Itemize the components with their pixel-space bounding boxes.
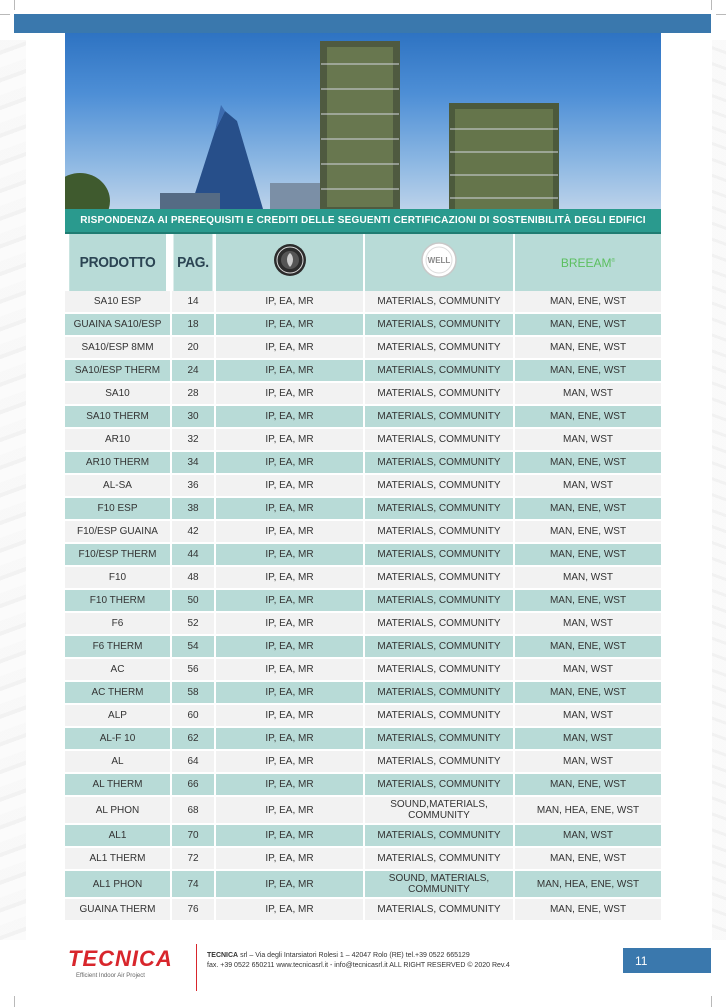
cell-product: AL-F 10	[65, 727, 171, 750]
cell-leed: IP, EA, MR	[215, 870, 364, 898]
cell-product: F6 THERM	[65, 635, 171, 658]
cell-breeam: MAN, ENE, WST	[514, 405, 661, 428]
crop-mark	[0, 14, 10, 15]
cell-page: 24	[171, 359, 215, 382]
cell-leed: IP, EA, MR	[215, 497, 364, 520]
cell-page: 48	[171, 566, 215, 589]
cell-breeam: MAN, ENE, WST	[514, 635, 661, 658]
cell-breeam: MAN, ENE, WST	[514, 451, 661, 474]
cell-well: MATERIALS, COMMUNITY	[364, 824, 514, 847]
table-row	[65, 704, 661, 727]
cell-leed: IP, EA, MR	[215, 520, 364, 543]
table-header-row	[65, 234, 661, 291]
cell-breeam: MAN, ENE, WST	[514, 898, 661, 921]
cell-leed: IP, EA, MR	[215, 313, 364, 336]
page-number: 11	[623, 948, 711, 973]
cell-leed: IP, EA, MR	[215, 824, 364, 847]
cell-product: F10	[65, 566, 171, 589]
table-row	[65, 336, 661, 359]
cell-page: 70	[171, 824, 215, 847]
hero-illustration	[65, 33, 661, 209]
cell-well: MATERIALS, COMMUNITY	[364, 382, 514, 405]
cell-product: AL THERM	[65, 773, 171, 796]
cell-leed: IP, EA, MR	[215, 681, 364, 704]
cell-breeam: MAN, ENE, WST	[514, 681, 661, 704]
green-tower-2-foliage	[455, 109, 553, 209]
cell-leed: IP, EA, MR	[215, 727, 364, 750]
cell-page: 42	[171, 520, 215, 543]
cell-breeam: MAN, WST	[514, 566, 661, 589]
cell-breeam: MAN, ENE, WST	[514, 520, 661, 543]
breeam-logo-text: BREEAM	[560, 255, 612, 270]
cell-page: 18	[171, 313, 215, 336]
cell-well: MATERIALS, COMMUNITY	[364, 589, 514, 612]
low-buildings	[270, 183, 325, 209]
cell-breeam: MAN, WST	[514, 428, 661, 451]
header-well-logo	[364, 234, 514, 291]
cell-leed: IP, EA, MR	[215, 898, 364, 921]
cell-well: MATERIALS, COMMUNITY	[364, 635, 514, 658]
cell-leed: IP, EA, MR	[215, 291, 364, 313]
footer-contacts	[207, 951, 510, 971]
certifications-table	[65, 234, 661, 922]
cell-product: AL PHON	[65, 796, 171, 824]
hero-photo-bosco-verticale	[65, 33, 661, 209]
cell-leed: IP, EA, MR	[215, 750, 364, 773]
cell-well: MATERIALS, COMMUNITY	[364, 543, 514, 566]
cell-product: F6	[65, 612, 171, 635]
cell-leed: IP, EA, MR	[215, 566, 364, 589]
table-row	[65, 520, 661, 543]
cell-breeam: MAN, ENE, WST	[514, 773, 661, 796]
cell-leed: IP, EA, MR	[215, 405, 364, 428]
cell-breeam: MAN, WST	[514, 658, 661, 681]
cell-well: MATERIALS, COMMUNITY	[364, 451, 514, 474]
header-product: PRODOTTO	[69, 234, 167, 291]
table-row	[65, 405, 661, 428]
cell-well: MATERIALS, COMMUNITY	[364, 612, 514, 635]
brand-name: TECNICA	[68, 946, 173, 971]
cell-product: AL1 PHON	[65, 870, 171, 898]
table-row	[65, 612, 661, 635]
table-row	[65, 313, 661, 336]
cell-leed: IP, EA, MR	[215, 336, 364, 359]
cell-well: MATERIALS, COMMUNITY	[364, 847, 514, 870]
table-row	[65, 474, 661, 497]
cell-product: AC	[65, 658, 171, 681]
cell-leed: IP, EA, MR	[215, 773, 364, 796]
table-row	[65, 681, 661, 704]
cell-breeam: MAN, HEA, ENE, WST	[514, 796, 661, 824]
table-row	[65, 773, 661, 796]
cell-page: 68	[171, 796, 215, 824]
cell-well: MATERIALS, COMMUNITY	[364, 681, 514, 704]
cell-product: F10 ESP	[65, 497, 171, 520]
cell-well: MATERIALS, COMMUNITY	[364, 750, 514, 773]
cell-product: SA10/ESP THERM	[65, 359, 171, 382]
right-decor-strip	[712, 40, 726, 940]
cell-page: 76	[171, 898, 215, 921]
cell-product: AR10	[65, 428, 171, 451]
cell-product: AR10 THERM	[65, 451, 171, 474]
cell-page: 44	[171, 543, 215, 566]
cell-leed: IP, EA, MR	[215, 589, 364, 612]
cell-leed: IP, EA, MR	[215, 796, 364, 824]
cell-page: 60	[171, 704, 215, 727]
cell-well: SOUND,MATERIALS, COMMUNITY	[364, 796, 514, 824]
cell-breeam: MAN, WST	[514, 474, 661, 497]
cell-page: 56	[171, 658, 215, 681]
cell-breeam: MAN, WST	[514, 612, 661, 635]
cell-product: SA10 ESP	[65, 291, 171, 313]
cell-page: 30	[171, 405, 215, 428]
table-row	[65, 898, 661, 921]
top-blue-band	[14, 14, 711, 33]
crop-mark	[711, 0, 712, 10]
cell-page: 54	[171, 635, 215, 658]
cell-well: MATERIALS, COMMUNITY	[364, 520, 514, 543]
left-decor-strip	[0, 40, 26, 940]
cell-page: 20	[171, 336, 215, 359]
crop-mark	[716, 14, 726, 15]
cell-page: 38	[171, 497, 215, 520]
cell-product: AL1 THERM	[65, 847, 171, 870]
brand-tagline: Efficient Indoor Air Project	[76, 973, 145, 979]
table-row	[65, 824, 661, 847]
cell-well: MATERIALS, COMMUNITY	[364, 658, 514, 681]
cell-page: 28	[171, 382, 215, 405]
cell-page: 66	[171, 773, 215, 796]
leed-logo-icon	[273, 243, 307, 277]
table-row	[65, 589, 661, 612]
table-row	[65, 750, 661, 773]
table-row	[65, 428, 661, 451]
cell-page: 34	[171, 451, 215, 474]
cell-leed: IP, EA, MR	[215, 847, 364, 870]
table-row	[65, 382, 661, 405]
cell-breeam: MAN, ENE, WST	[514, 543, 661, 566]
low-buildings	[160, 193, 220, 209]
cell-product: SA10 THERM	[65, 405, 171, 428]
footer-divider	[196, 944, 197, 991]
green-tower-1-foliage	[327, 47, 393, 207]
cell-breeam: MAN, ENE, WST	[514, 847, 661, 870]
cell-product: GUAINA THERM	[65, 898, 171, 921]
cell-leed: IP, EA, MR	[215, 382, 364, 405]
cell-breeam: MAN, ENE, WST	[514, 336, 661, 359]
footer-line-1	[207, 951, 510, 961]
cell-leed: IP, EA, MR	[215, 612, 364, 635]
cell-well: SOUND, MATERIALS, COMMUNITY	[364, 870, 514, 898]
cell-leed: IP, EA, MR	[215, 359, 364, 382]
cell-well: MATERIALS, COMMUNITY	[364, 336, 514, 359]
tree	[65, 173, 110, 209]
cell-well: MATERIALS, COMMUNITY	[364, 704, 514, 727]
cell-well: MATERIALS, COMMUNITY	[364, 359, 514, 382]
cell-product: SA10	[65, 382, 171, 405]
table-row	[65, 658, 661, 681]
crop-mark	[14, 0, 15, 10]
table-row	[65, 870, 661, 898]
cell-breeam: MAN, WST	[514, 727, 661, 750]
well-logo-icon	[420, 241, 458, 279]
table-row	[65, 359, 661, 382]
table-row	[65, 451, 661, 474]
tecnica-logo	[68, 946, 172, 979]
cell-product: ALP	[65, 704, 171, 727]
cell-page: 72	[171, 847, 215, 870]
cell-breeam: MAN, WST	[514, 704, 661, 727]
table-row	[65, 543, 661, 566]
cell-leed: IP, EA, MR	[215, 474, 364, 497]
cell-breeam: MAN, ENE, WST	[514, 359, 661, 382]
cell-well: MATERIALS, COMMUNITY	[364, 898, 514, 921]
cell-well: MATERIALS, COMMUNITY	[364, 428, 514, 451]
table-row	[65, 727, 661, 750]
well-logo-text: WELL	[427, 256, 451, 265]
table-row	[65, 291, 661, 313]
cell-leed: IP, EA, MR	[215, 658, 364, 681]
table-row	[65, 635, 661, 658]
footer-line-2: fax. +39 0522 650211 www.tecnicasrl.it - info@tecnicasrl.it ALL RIGHT RESERVED © 2020 Rev.4	[207, 962, 510, 969]
cell-page: 52	[171, 612, 215, 635]
cell-page: 14	[171, 291, 215, 313]
table-row	[65, 847, 661, 870]
cell-well: MATERIALS, COMMUNITY	[364, 497, 514, 520]
cell-product: F10 THERM	[65, 589, 171, 612]
cell-breeam: MAN, WST	[514, 824, 661, 847]
crop-mark	[711, 996, 712, 1007]
cell-product: AL-SA	[65, 474, 171, 497]
cell-product: AC THERM	[65, 681, 171, 704]
certifications-banner: RISPONDENZA AI PREREQUISITI E CREDITI DELLE SEGUENTI CERTIFICAZIONI DI SOSTENIBILITÀ DEGLI EDIFICI	[65, 209, 661, 234]
footer-company: TECNICA	[207, 952, 239, 959]
header-leed-logo	[215, 234, 364, 291]
cell-page: 58	[171, 681, 215, 704]
cell-well: MATERIALS, COMMUNITY	[364, 313, 514, 336]
footer-address: srl – Via degli Intarsiatori Rolesi 1 – 42047 Rolo (RE) tel.+39 0522 665129	[238, 952, 470, 959]
cell-breeam: MAN, ENE, WST	[514, 313, 661, 336]
table-row	[65, 796, 661, 824]
cell-breeam: MAN, ENE, WST	[514, 589, 661, 612]
cell-breeam: MAN, WST	[514, 750, 661, 773]
cell-page: 36	[171, 474, 215, 497]
cell-breeam: MAN, HEA, ENE, WST	[514, 870, 661, 898]
cell-well: MATERIALS, COMMUNITY	[364, 405, 514, 428]
cell-leed: IP, EA, MR	[215, 543, 364, 566]
cell-leed: IP, EA, MR	[215, 428, 364, 451]
cell-breeam: MAN, ENE, WST	[514, 291, 661, 313]
table-row	[65, 566, 661, 589]
cell-leed: IP, EA, MR	[215, 451, 364, 474]
crop-mark	[14, 996, 15, 1007]
cell-breeam: MAN, ENE, WST	[514, 497, 661, 520]
cell-well: MATERIALS, COMMUNITY	[364, 727, 514, 750]
cell-page: 62	[171, 727, 215, 750]
cell-page: 50	[171, 589, 215, 612]
cell-well: MATERIALS, COMMUNITY	[364, 566, 514, 589]
cell-product: F10/ESP GUAINA	[65, 520, 171, 543]
cell-product: AL1	[65, 824, 171, 847]
cell-product: AL	[65, 750, 171, 773]
cell-well: MATERIALS, COMMUNITY	[364, 773, 514, 796]
table-row	[65, 497, 661, 520]
cell-product: F10/ESP THERM	[65, 543, 171, 566]
cell-product: GUAINA SA10/ESP	[65, 313, 171, 336]
cell-well: MATERIALS, COMMUNITY	[364, 474, 514, 497]
cell-page: 64	[171, 750, 215, 773]
cell-leed: IP, EA, MR	[215, 635, 364, 658]
cell-page: 32	[171, 428, 215, 451]
cell-page: 74	[171, 870, 215, 898]
header-page: PAG.	[173, 234, 213, 291]
cell-breeam: MAN, WST	[514, 382, 661, 405]
cell-well: MATERIALS, COMMUNITY	[364, 291, 514, 313]
header-breeam-logo: BREEAM®	[514, 234, 661, 291]
cell-product: SA10/ESP 8MM	[65, 336, 171, 359]
cell-leed: IP, EA, MR	[215, 704, 364, 727]
